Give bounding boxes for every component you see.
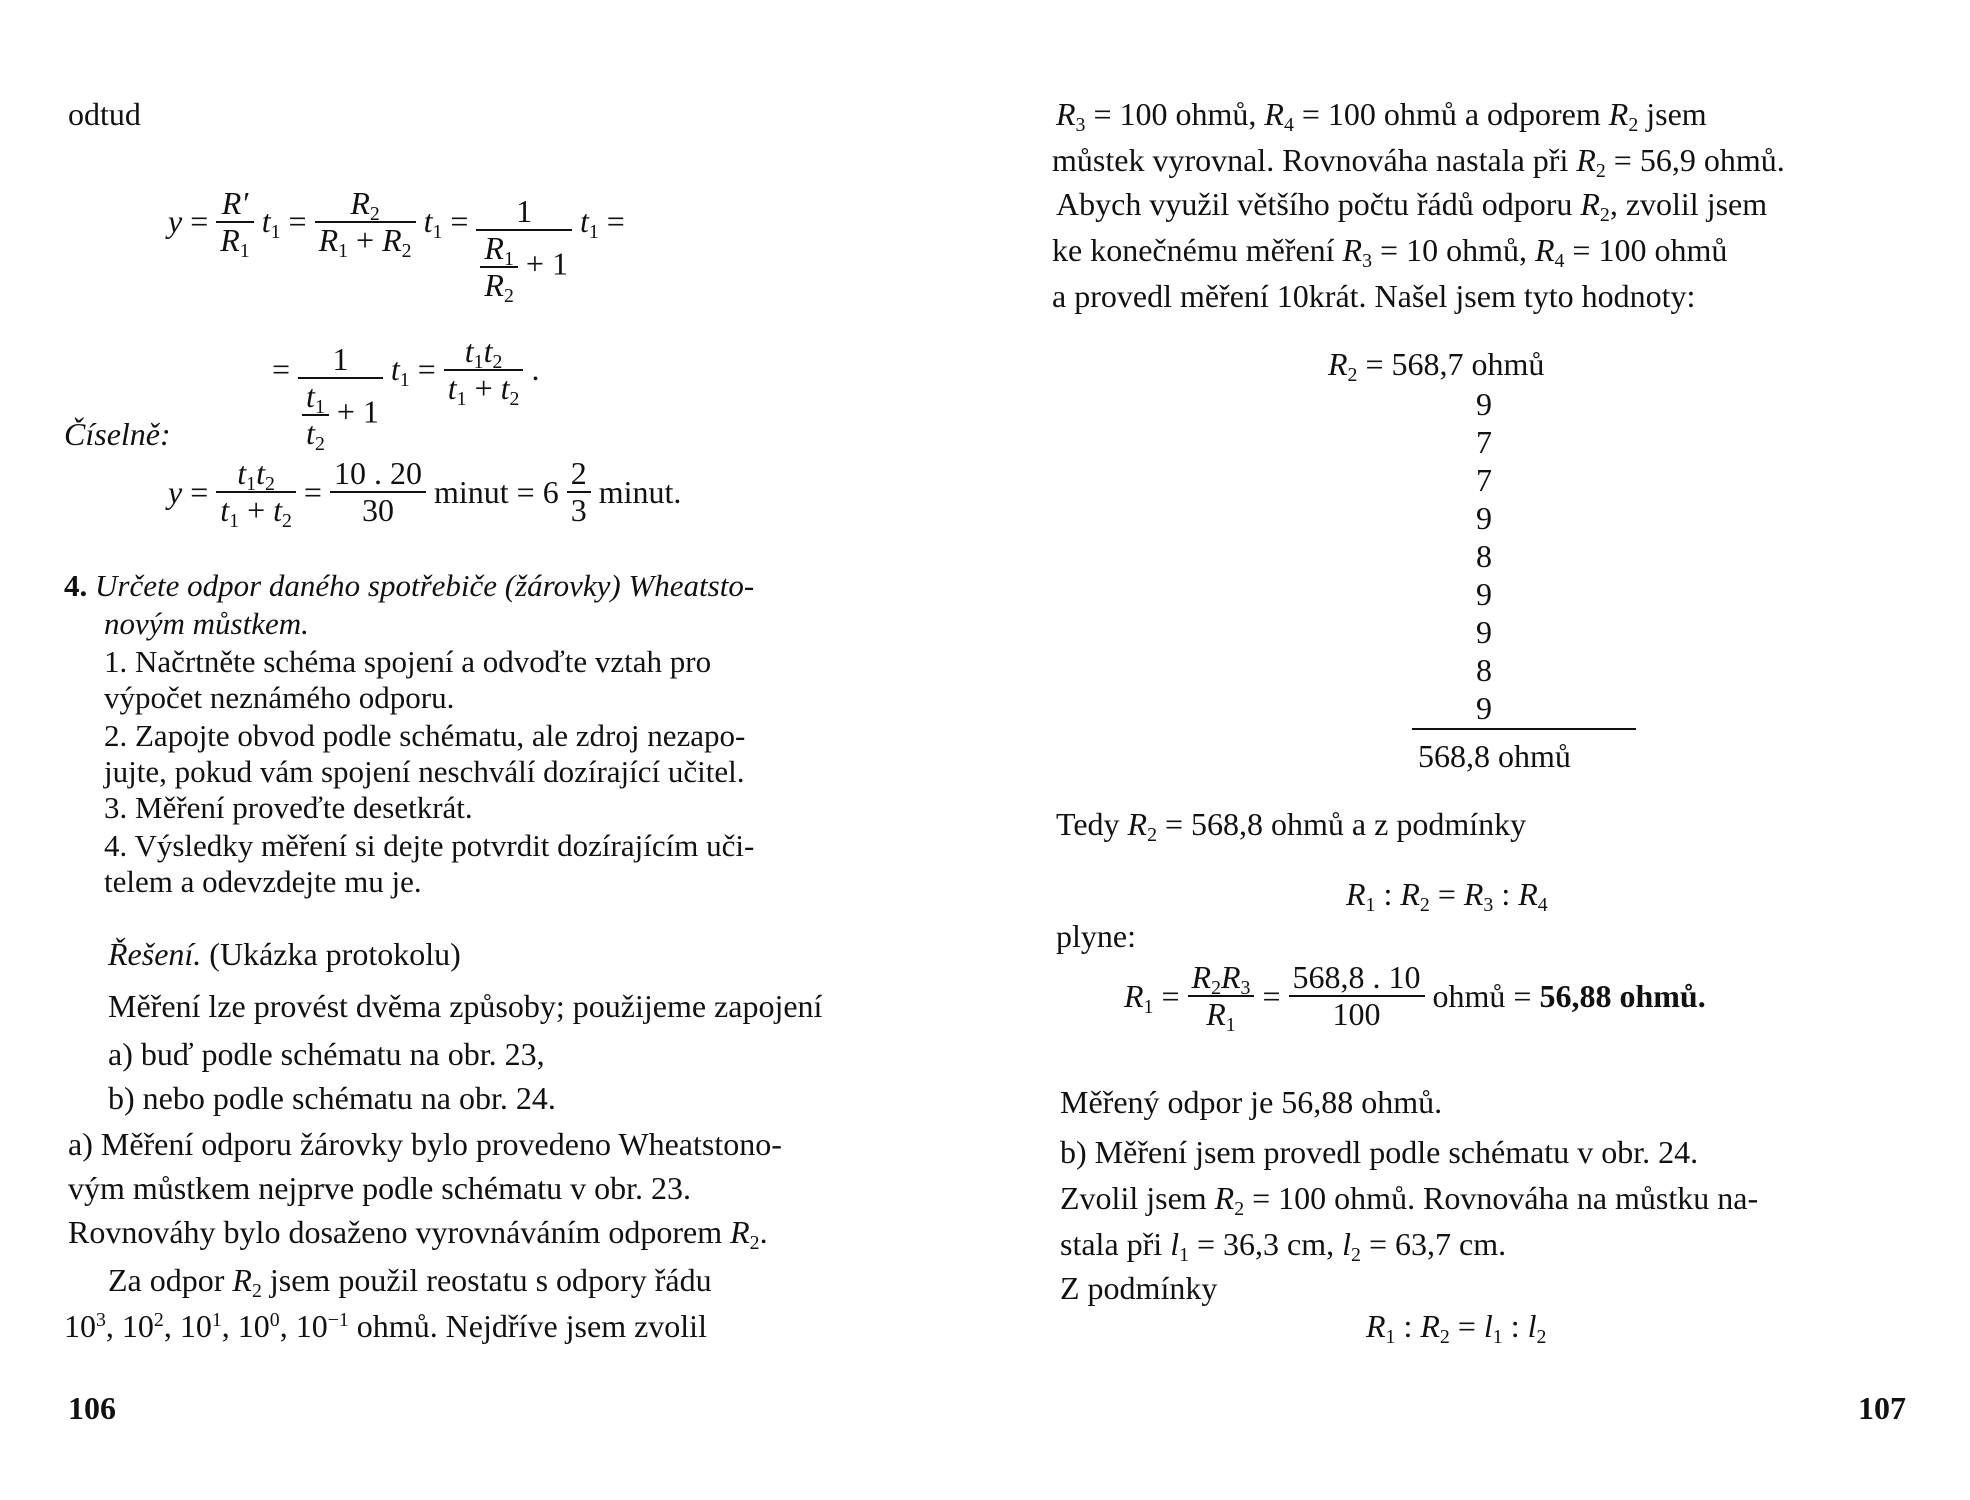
eq-symbol: R	[1534, 232, 1555, 268]
measurement-row: 9	[1476, 690, 1492, 726]
eq-symbol: y	[168, 203, 183, 240]
eq-subscript: 1	[1365, 893, 1376, 916]
result-equation	[1124, 959, 1706, 1037]
para-text: = 63,7 cm.	[1368, 1226, 1507, 1262]
eq-symbol: R	[1214, 1180, 1235, 1216]
eq-subscript: 2	[492, 350, 503, 373]
eq-subscript: 1	[239, 239, 250, 262]
para-text: = 100 ohmů	[1572, 232, 1728, 268]
task-title: Určete odpor daného spotřebiče (žárovky) Wheatsto-	[95, 568, 755, 603]
para-text: = 10 ohmů,	[1380, 232, 1527, 268]
para-text: Tedy	[1056, 806, 1120, 842]
measurement-first	[1328, 346, 1545, 386]
paragraph-methods: Měření lze provést dvěma způsoby; použijeme zapojení	[108, 988, 823, 1024]
eq-term: ohmů =	[1432, 977, 1532, 1014]
eq-symbol: R	[1124, 977, 1144, 1014]
power-exponent: 2	[153, 1309, 164, 1332]
para-text: můstek vyrovnal. Rovnováha nastala při	[1052, 142, 1569, 178]
eq-subscript: 2	[1628, 113, 1639, 136]
eq-symbol: t	[306, 378, 315, 415]
eq-symbol: t	[464, 332, 474, 369]
eq-subscript: 1	[1492, 1325, 1503, 1348]
eq-symbol: R	[1608, 96, 1629, 132]
para-text: = 56,9 ohmů.	[1613, 142, 1785, 178]
ciselne-label: Číselně:	[64, 416, 171, 452]
task-title-line2: novým můstkem.	[104, 606, 309, 641]
paragraph-a-line2: vým můstkem nejprve podle schématu v obr. 23.	[68, 1170, 691, 1206]
eq-sign: =	[1457, 1308, 1476, 1344]
para-text: = 36,3 cm,	[1197, 1226, 1335, 1262]
eq-subscript: 1	[1143, 995, 1154, 1018]
compound-fraction	[298, 341, 383, 456]
eq-symbol: R	[1264, 96, 1284, 132]
eq-symbol: t	[237, 455, 247, 491]
eq-sign: :	[1510, 1308, 1520, 1344]
result-value: 56,88 ohmů.	[1539, 977, 1706, 1014]
task-title-line1	[64, 568, 754, 604]
para-text: , zvolil jsem	[1609, 186, 1768, 222]
fraction	[216, 455, 296, 533]
measurement-average: 568,8 ohmů	[1418, 738, 1571, 774]
eq-term: minut.	[598, 473, 682, 510]
eq-subscript: 2	[503, 285, 514, 308]
eq-subscript: 1	[588, 221, 599, 244]
task-step-3: 3. Měření proveďte desetkrát.	[104, 790, 473, 825]
power-base: 10	[295, 1308, 328, 1344]
eq-symbol: y	[168, 473, 183, 510]
eq-term: minut = 6	[433, 473, 559, 510]
eq-subscript: 2	[1595, 159, 1606, 182]
para-text: ke konečnému měření	[1052, 232, 1335, 268]
eq-subscript: 2	[314, 433, 325, 456]
eq-sign: +	[356, 221, 375, 258]
eq-symbol: R	[220, 221, 240, 258]
para-text: = 100 ohmů. Rovnováha na můstku na-	[1252, 1180, 1759, 1216]
measurement-value: = 568,7 ohmů	[1365, 346, 1545, 382]
eq-symbol: t	[447, 369, 457, 406]
eq-symbol: R	[1576, 142, 1596, 178]
eq-sign: =	[190, 473, 209, 510]
eq-symbol: R	[1206, 996, 1226, 1033]
eq-symbol: R	[1346, 876, 1366, 912]
eq-symbol: t	[256, 455, 265, 491]
eq-symbol: R	[484, 267, 504, 304]
right-line3	[1056, 186, 1768, 226]
eq-sign: =	[190, 203, 209, 240]
b-line3: stala při $l_1 = 36,3$ cm, $l_2 = 63,7$ cm.	[1060, 1226, 1507, 1266]
para-text: = 100 ohmů a odporem	[1301, 96, 1601, 132]
measurement-row: 9	[1476, 500, 1492, 536]
eq-symbol: R	[1056, 96, 1076, 132]
equation-2: = 1 $\frac{t_1}{t_2}$ + 1 $t_1$ = $\frac{t_1t_2}{t_1 + t_2}$ .	[272, 332, 540, 456]
eq-term: + 1	[525, 245, 568, 282]
option-b: b) nebo podle schématu na obr. 24.	[108, 1080, 556, 1116]
tedy-line	[1056, 806, 1527, 846]
eq-subscript: 1	[399, 369, 410, 392]
eq-sign: =	[450, 203, 469, 240]
reseni-subtitle: (Ukázka protokolu)	[209, 936, 461, 972]
eq-sign: =	[1262, 977, 1281, 1014]
right-line2	[1052, 142, 1785, 182]
fraction	[1289, 960, 1425, 1032]
eq-symbol: t	[273, 492, 282, 529]
task-step-2b: jujte, pokud vám spojení neschválí dozírající učitel.	[104, 754, 745, 789]
eq-number: 3	[567, 491, 591, 528]
right-line5: a provedl měření 10krát. Našel jsem tyto hodnoty:	[1052, 278, 1696, 314]
task-number: 4.	[64, 568, 88, 603]
para-text: jsem	[1646, 96, 1707, 132]
power-exponent: 0	[269, 1309, 280, 1332]
eq-number: 30	[330, 491, 426, 528]
eq-sign: =	[288, 203, 307, 240]
power-exponent: 1	[211, 1309, 222, 1332]
eq-symbol: R	[1420, 1308, 1440, 1344]
eq-symbol: R	[1342, 232, 1363, 268]
page-number-left: 106	[68, 1390, 116, 1426]
eq-number: 100	[1289, 995, 1425, 1032]
task-step-1a: 1. Načrtněte schéma spojení a odvoďte vztah pro	[104, 644, 712, 679]
eq-subscript: 1	[314, 396, 325, 419]
eq-symbol: t	[500, 369, 510, 406]
eq-symbol: R	[350, 184, 370, 221]
b-line2	[1060, 1180, 1759, 1220]
task-step-1b: výpočet neznámého odporu.	[104, 680, 455, 715]
eq-subscript: 2	[1439, 1325, 1450, 1348]
power-base: 10	[64, 1308, 96, 1344]
eq-symbol: R	[1366, 1308, 1386, 1344]
power-base: 10	[237, 1308, 270, 1344]
paragraph-a-line1: a) Měření odporu žárovky bylo provedeno Wheatstono-	[68, 1126, 782, 1162]
eq-subscript: 1	[432, 221, 443, 244]
fraction: $\frac{R_2R_3}{R_1}$	[1188, 960, 1255, 1032]
task-step-4a: 4. Výsledky měření si dejte potvrdit dozírajícím uči-	[104, 828, 755, 863]
reseni-heading	[108, 936, 461, 973]
equation-1	[168, 140, 625, 308]
measurement-row: 9	[1476, 576, 1492, 612]
eq-subscript: 2	[509, 387, 520, 410]
eq-symbol: t	[261, 203, 271, 240]
eq-subscript: 1	[456, 387, 467, 410]
odtud-label: odtud	[68, 96, 141, 132]
reseni-label: Řešení.	[108, 936, 202, 972]
para-text: = 100 ohmů,	[1093, 96, 1257, 132]
eq-subscript: 1	[1385, 1325, 1396, 1348]
eq-sign: =	[272, 351, 291, 388]
length-ratio-equation: $R_1$ : $R_2 = l_1$ : $l_2$	[1366, 1308, 1547, 1348]
eq-number: 1	[332, 341, 349, 377]
plyne-label: plyne:	[1056, 918, 1136, 954]
para-text: ohmů. Nejdříve jsem zvolil	[356, 1308, 707, 1344]
eq-symbol: t	[220, 492, 230, 529]
measurement-row: 7	[1476, 462, 1492, 498]
fraction	[444, 332, 524, 410]
eq-symbol: R	[232, 1262, 252, 1298]
power-exponent: 3	[96, 1309, 106, 1332]
eq-symbol: R	[1463, 876, 1484, 912]
fraction	[567, 456, 591, 528]
measurement-row: 8	[1476, 538, 1492, 574]
eq-subscript: 2	[1147, 823, 1157, 846]
eq-symbol: R	[1191, 959, 1212, 995]
paragraph-a-line3: Rovnováhy bylo dosaženo vyrovnáváním odporem $R_2$.	[68, 1214, 768, 1254]
eq-symbol: R	[1127, 806, 1148, 842]
b-line1: b) Měření jsem provedl podle schématu v obr. 24.	[1060, 1134, 1699, 1170]
eq-subscript: 1	[1179, 1243, 1189, 1266]
eq-subscript: 1	[473, 350, 484, 373]
paragraph-b-line2: $10^3$, $10^2$, $10^1$, $10^0$, $10^{-1}$ ohmů. Nejdříve jsem zvolil	[64, 1308, 707, 1344]
eq-subscript: 2	[264, 472, 275, 495]
eq-symbol: t	[423, 203, 433, 240]
eq-sign: =	[303, 473, 322, 510]
eq-sign: :	[1403, 1308, 1413, 1344]
fraction	[315, 184, 416, 262]
eq-symbol: R	[382, 221, 402, 258]
eq-subscript: 2	[369, 202, 380, 225]
eq-symbol: R′	[221, 184, 249, 221]
eq-symbol: t	[579, 203, 589, 240]
measurement-row: 8	[1476, 652, 1492, 688]
eq-symbol: R	[1400, 876, 1420, 912]
eq-symbol: t	[483, 332, 493, 369]
eq-number: 568,8 . 10	[1292, 959, 1421, 995]
task-step-2a: 2. Zapojte obvod podle schématu, ale zdroj nezapo-	[104, 718, 746, 753]
eq-subscript: 2	[1347, 363, 1358, 386]
eq-subscript: 1	[246, 472, 257, 495]
eq-subscript: 2	[1599, 203, 1610, 226]
eq-subscript: 1	[338, 239, 349, 262]
fraction	[330, 456, 426, 528]
eq-symbol: t	[390, 351, 400, 388]
right-line1: $R_3 = 100$ ohmů, $R_4 = 100$ ohmů a odporem $R_2$ jsem	[1056, 96, 1707, 136]
measurement-row: 9	[1476, 386, 1492, 422]
eq-sign: =	[417, 351, 436, 388]
task-step-4b: telem a odevzdejte mu je.	[104, 864, 422, 899]
eq-subscript: 1	[1225, 1014, 1236, 1037]
eq-symbol: R	[1580, 186, 1600, 222]
paragraph-b-line1	[108, 1262, 712, 1302]
eq-number: 2	[570, 455, 587, 491]
para-text: jsem použil reostatu s odpory řádu	[269, 1262, 712, 1298]
option-a: a) buď podle schématu na obr. 23,	[108, 1036, 545, 1072]
sum-rule	[1412, 728, 1636, 730]
eq-sign: :	[1501, 876, 1511, 912]
eq-symbol: R	[484, 230, 504, 267]
eq-number: 10 . 20	[333, 455, 422, 491]
condition-equation: $R_1$ : $R_2 = R_3$ : $R_4$	[1346, 876, 1548, 916]
eq-subscript: 2	[1351, 1243, 1361, 1266]
fraction	[302, 378, 329, 456]
equation-3	[168, 455, 682, 533]
power-base: 10	[179, 1308, 212, 1344]
eq-subscript: 1	[503, 248, 514, 271]
para-text: = 568,8 ohmů a z podmínky	[1164, 806, 1527, 842]
power-base: 10	[121, 1308, 154, 1344]
fraction	[216, 184, 253, 262]
eq-symbol: t	[306, 415, 315, 452]
eq-subscript: 1	[229, 510, 240, 533]
eq-symbol: R	[730, 1214, 750, 1250]
eq-subscript: 2	[1211, 976, 1221, 999]
measured-resistance: Měřený odpor je 56,88 ohmů.	[1060, 1084, 1443, 1120]
eq-symbol: R	[1220, 959, 1241, 995]
para-text: Abych využil většího počtu řádů odporu	[1056, 186, 1573, 222]
z-podminky-label: Z podmínky	[1060, 1270, 1218, 1306]
eq-sign: :	[1383, 876, 1393, 912]
eq-sign: =	[1437, 876, 1456, 912]
para-text: stala při	[1060, 1226, 1163, 1262]
para-text: Za odpor	[108, 1262, 225, 1298]
power-exponent: −1	[327, 1309, 349, 1332]
eq-subscript: 2	[1234, 1197, 1245, 1220]
eq-subscript: 2	[251, 1279, 262, 1302]
eq-sign: =	[606, 203, 625, 240]
eq-subscript: 2	[749, 1231, 760, 1254]
eq-subscript: 2	[1419, 893, 1430, 916]
eq-subscript: 1	[270, 221, 281, 244]
eq-symbol: R	[318, 221, 339, 258]
eq-subscript: 2	[1536, 1325, 1547, 1348]
eq-term: + 1	[336, 393, 379, 430]
eq-subscript: 2	[401, 239, 412, 262]
measurement-row: 7	[1476, 424, 1492, 460]
eq-sign: =	[1161, 977, 1180, 1014]
right-line4: ke konečnému měření $R_3 = 10$ ohmů, $R_4 = 100$ ohmů	[1052, 232, 1728, 272]
para-text: Zvolil jsem	[1060, 1180, 1207, 1216]
eq-sign: +	[247, 492, 266, 529]
eq-subscript: 2	[282, 510, 292, 533]
eq-sign: +	[474, 369, 493, 406]
eq-number: 1	[516, 193, 533, 229]
eq-symbol: R	[1328, 346, 1348, 382]
eq-symbol: R	[1518, 876, 1538, 912]
para-text: Rovnováhy bylo dosaženo vyrovnáváním odporem	[68, 1214, 723, 1250]
page-number-right: 107	[1858, 1390, 1906, 1426]
measurement-row: 9	[1476, 614, 1492, 650]
